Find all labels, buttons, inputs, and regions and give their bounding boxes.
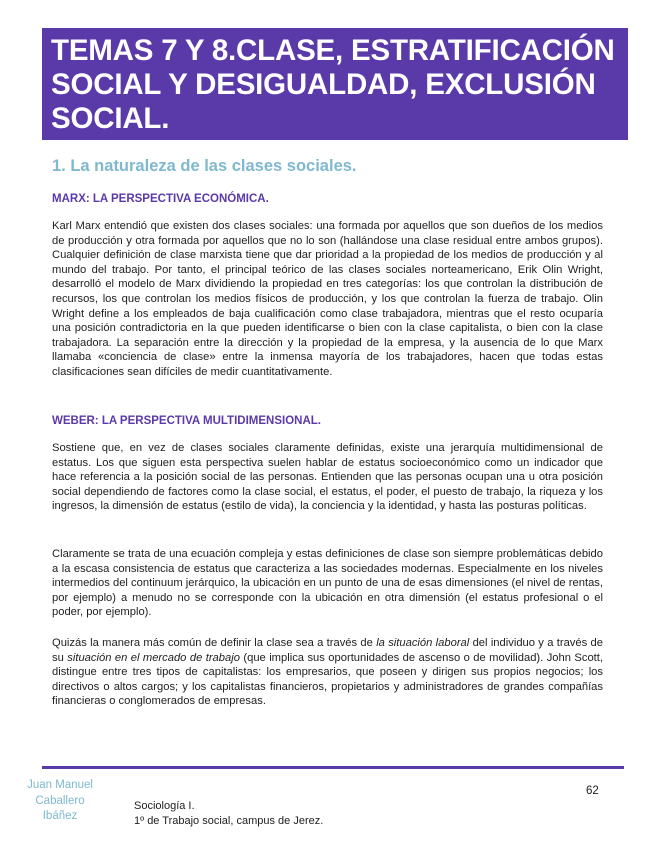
weber-paragraph-2: Claramente se trata de una ecuación compleja y estas definiciones de clase son siempre problemáticas debido a la escasa consistencia de estatus que caracteriza a las sociedades modernas. Especialmente en los niveles intermedios del continuum jerárquico, la ubicación en un punto de una de esas dimensiones (el nivel de rentas, por ejemplo) a menudo no se corresponde con la ubicación en otra dimensión (el estatus profesional o el poder, por ejemplo). (52, 548, 603, 619)
marx-paragraph: Karl Marx entendió que existen dos clases sociales: una formada por aquellos que son dueños de los medios de producción y otra formada por aquellos que no lo son (hallándose una clase residual entre ambos grupos). Cualquier definición de clase marxista tiene que dar prioridad a la propiedad de los medios de producción y al mundo del trabajo. Por tanto, el principal teórico de las clases sociales norteamericano, Erik Olin Wright, desarrolló el modelo de Marx dividiendo la propiedad en tres categorías: los que controlan la distribución de recursos, los que controlan los medios físicos de producción, y los que controlan la fuerza de trabajo. Olin Wright define a los empleados de baja cualificación como clase trabajadora, mientras que el resto ocuparía una posición contradictoria en la que pueden identificarse o bien con la clase capitalista, o bien con la clase trabajadora. La separación entre la dirección y la propiedad de la empresa, y la ausencia de lo que Marx llamaba «conciencia de clase» entre la inmensa mayoría de los trabajadores, hacen que todas estas clasificaciones sean difíciles de medir cuantitativamente. (52, 220, 603, 378)
page-number: 62 (586, 785, 599, 797)
section-heading: 1. La naturaleza de las clases sociales. (52, 157, 357, 175)
author-line-2: Caballero (35, 794, 85, 807)
footer-program: 1º de Trabajo social, campus de Jerez. (134, 815, 324, 827)
author-line-3: Ibáñez (42, 810, 78, 822)
weber-paragraph-3 (52, 636, 603, 709)
weber-p3-italic-1: la situación laboral (376, 637, 470, 649)
title-banner (42, 28, 628, 140)
document-title: TEMAS 7 Y 8.CLASE, ESTRATIFICACIÓN SOCIAL Y DESIGUALDAD, EXCLUSIÓN SOCIAL. (51, 34, 615, 135)
footer-course: Sociología I. (134, 800, 195, 812)
weber-p3-text-1: Quizás la manera más común de definir la clase sea a través de (52, 637, 377, 649)
weber-heading: WEBER: LA PERSPECTIVA MULTIDIMENSIONAL. (52, 415, 321, 427)
footer-author (10, 778, 110, 825)
weber-p3-italic-2: situación en el mercado de trabajo (67, 651, 240, 664)
weber-paragraph-1: Sostiene que, en vez de clases sociales claramente definidas, existe una jerarquía multidimensional de estatus. Los que siguen esta perspectiva suelen hablar de estatus socioeconómico como un indicador que hace referencia a la posición social de las personas. Entienden que las personas ocupan una u otra posición social dependiendo de factores como la clase social, el estatus, el poder, el puesto de trabajo, la riqueza y los ingresos, la dimensión de estatus (estilo de vida), la conciencia y la identidad, y hasta las posturas políticas. (52, 442, 603, 513)
author-line-1: Juan Manuel (27, 779, 93, 791)
footer-divider (42, 766, 624, 769)
weber-p3-text-2: del individuo y a través de su (52, 637, 603, 664)
footer-course-info (134, 799, 323, 829)
marx-heading: MARX: LA PERSPECTIVA ECONÓMICA. (52, 193, 269, 205)
weber-p3-text-3: (que implica sus oportunidades de ascenso o de movilidad). John Scott, distingue entre tres tipos de capitalistas: los empresarios, que poseen y dirigen sus propios negocios; los directivos o altos cargos; y los capitalistas financieros, propietarios y administradores de grandes compañías financieras o conglomerados de empresas. (52, 651, 603, 708)
